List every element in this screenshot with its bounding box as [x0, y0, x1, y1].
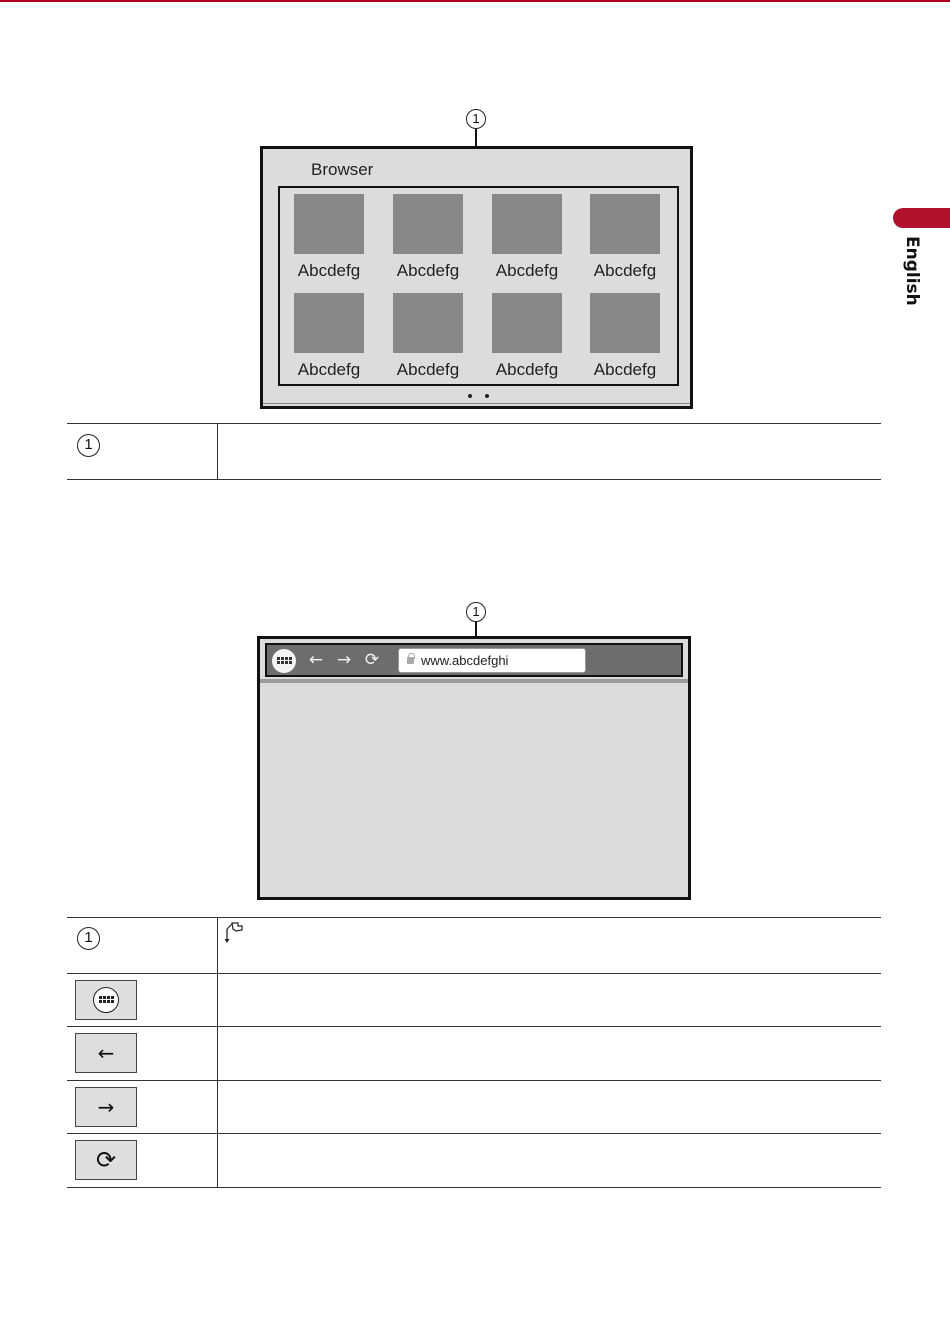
table1-bottom-rule — [67, 479, 881, 480]
app-tile[interactable] — [393, 293, 463, 353]
screen-bottom-rule — [263, 403, 690, 404]
app-tile[interactable] — [492, 293, 562, 353]
forward-arrow-icon: → — [97, 1095, 115, 1119]
browser-screen — [257, 636, 691, 900]
table2-callout-1: 1 — [77, 927, 100, 950]
browser-toolbar — [265, 643, 683, 677]
app-tile[interactable] — [590, 293, 660, 353]
app-label: Abcdefg — [297, 261, 361, 280]
url-text: www.abcdefghi — [421, 653, 509, 668]
app-tile[interactable] — [393, 194, 463, 254]
table2-row-rule — [67, 1026, 881, 1027]
app-label: Abcdefg — [495, 261, 559, 280]
browser-home-screen — [260, 146, 693, 409]
forward-button-sample — [75, 1087, 137, 1127]
table2-row-rule — [67, 1080, 881, 1081]
grid-menu-icon[interactable] — [272, 649, 296, 673]
app-tile[interactable] — [294, 293, 364, 353]
page-top-rule — [0, 0, 950, 2]
reload-button-sample — [75, 1140, 137, 1180]
callout-1: 1 — [466, 602, 486, 622]
menu-button-sample — [75, 980, 137, 1020]
table2-top-rule — [67, 917, 881, 918]
table1-top-rule — [67, 423, 881, 424]
app-label: Abcdefg — [593, 360, 657, 379]
table2-bottom-rule — [67, 1187, 881, 1188]
app-label: Abcdefg — [495, 360, 559, 379]
back-arrow-icon[interactable]: ← — [308, 650, 324, 670]
forward-arrow-icon[interactable]: → — [336, 650, 352, 670]
table1-callout-1: 1 — [77, 434, 100, 457]
table1-divider — [217, 423, 218, 480]
app-label: Abcdefg — [297, 360, 361, 379]
page-dot — [468, 394, 472, 398]
app-grid — [278, 186, 679, 386]
back-button-sample — [75, 1033, 137, 1073]
app-tile[interactable] — [294, 194, 364, 254]
grid-menu-icon — [93, 987, 119, 1013]
table2-divider — [217, 917, 218, 1187]
app-label: Abcdefg — [396, 360, 460, 379]
reload-icon[interactable]: ⟳ — [364, 650, 380, 670]
lock-icon — [407, 657, 414, 664]
app-label: Abcdefg — [396, 261, 460, 280]
language-label: English — [902, 236, 922, 306]
page-dot — [485, 394, 489, 398]
back-arrow-icon: ← — [97, 1041, 115, 1065]
language-tab — [893, 208, 950, 228]
app-label: Abcdefg — [593, 261, 657, 280]
language-label-container — [892, 236, 932, 306]
reload-icon: ⟳ — [95, 1146, 117, 1174]
touch-drag-icon — [224, 921, 246, 947]
callout-1: 1 — [466, 109, 486, 129]
page-indicator — [467, 394, 491, 400]
table2-row-rule — [67, 973, 881, 974]
toolbar-underline — [260, 679, 688, 683]
app-tile[interactable] — [590, 194, 660, 254]
table2-row-rule — [67, 1133, 881, 1134]
app-tile[interactable] — [492, 194, 562, 254]
address-bar[interactable] — [398, 648, 586, 673]
screen-title: Browser — [311, 160, 374, 179]
